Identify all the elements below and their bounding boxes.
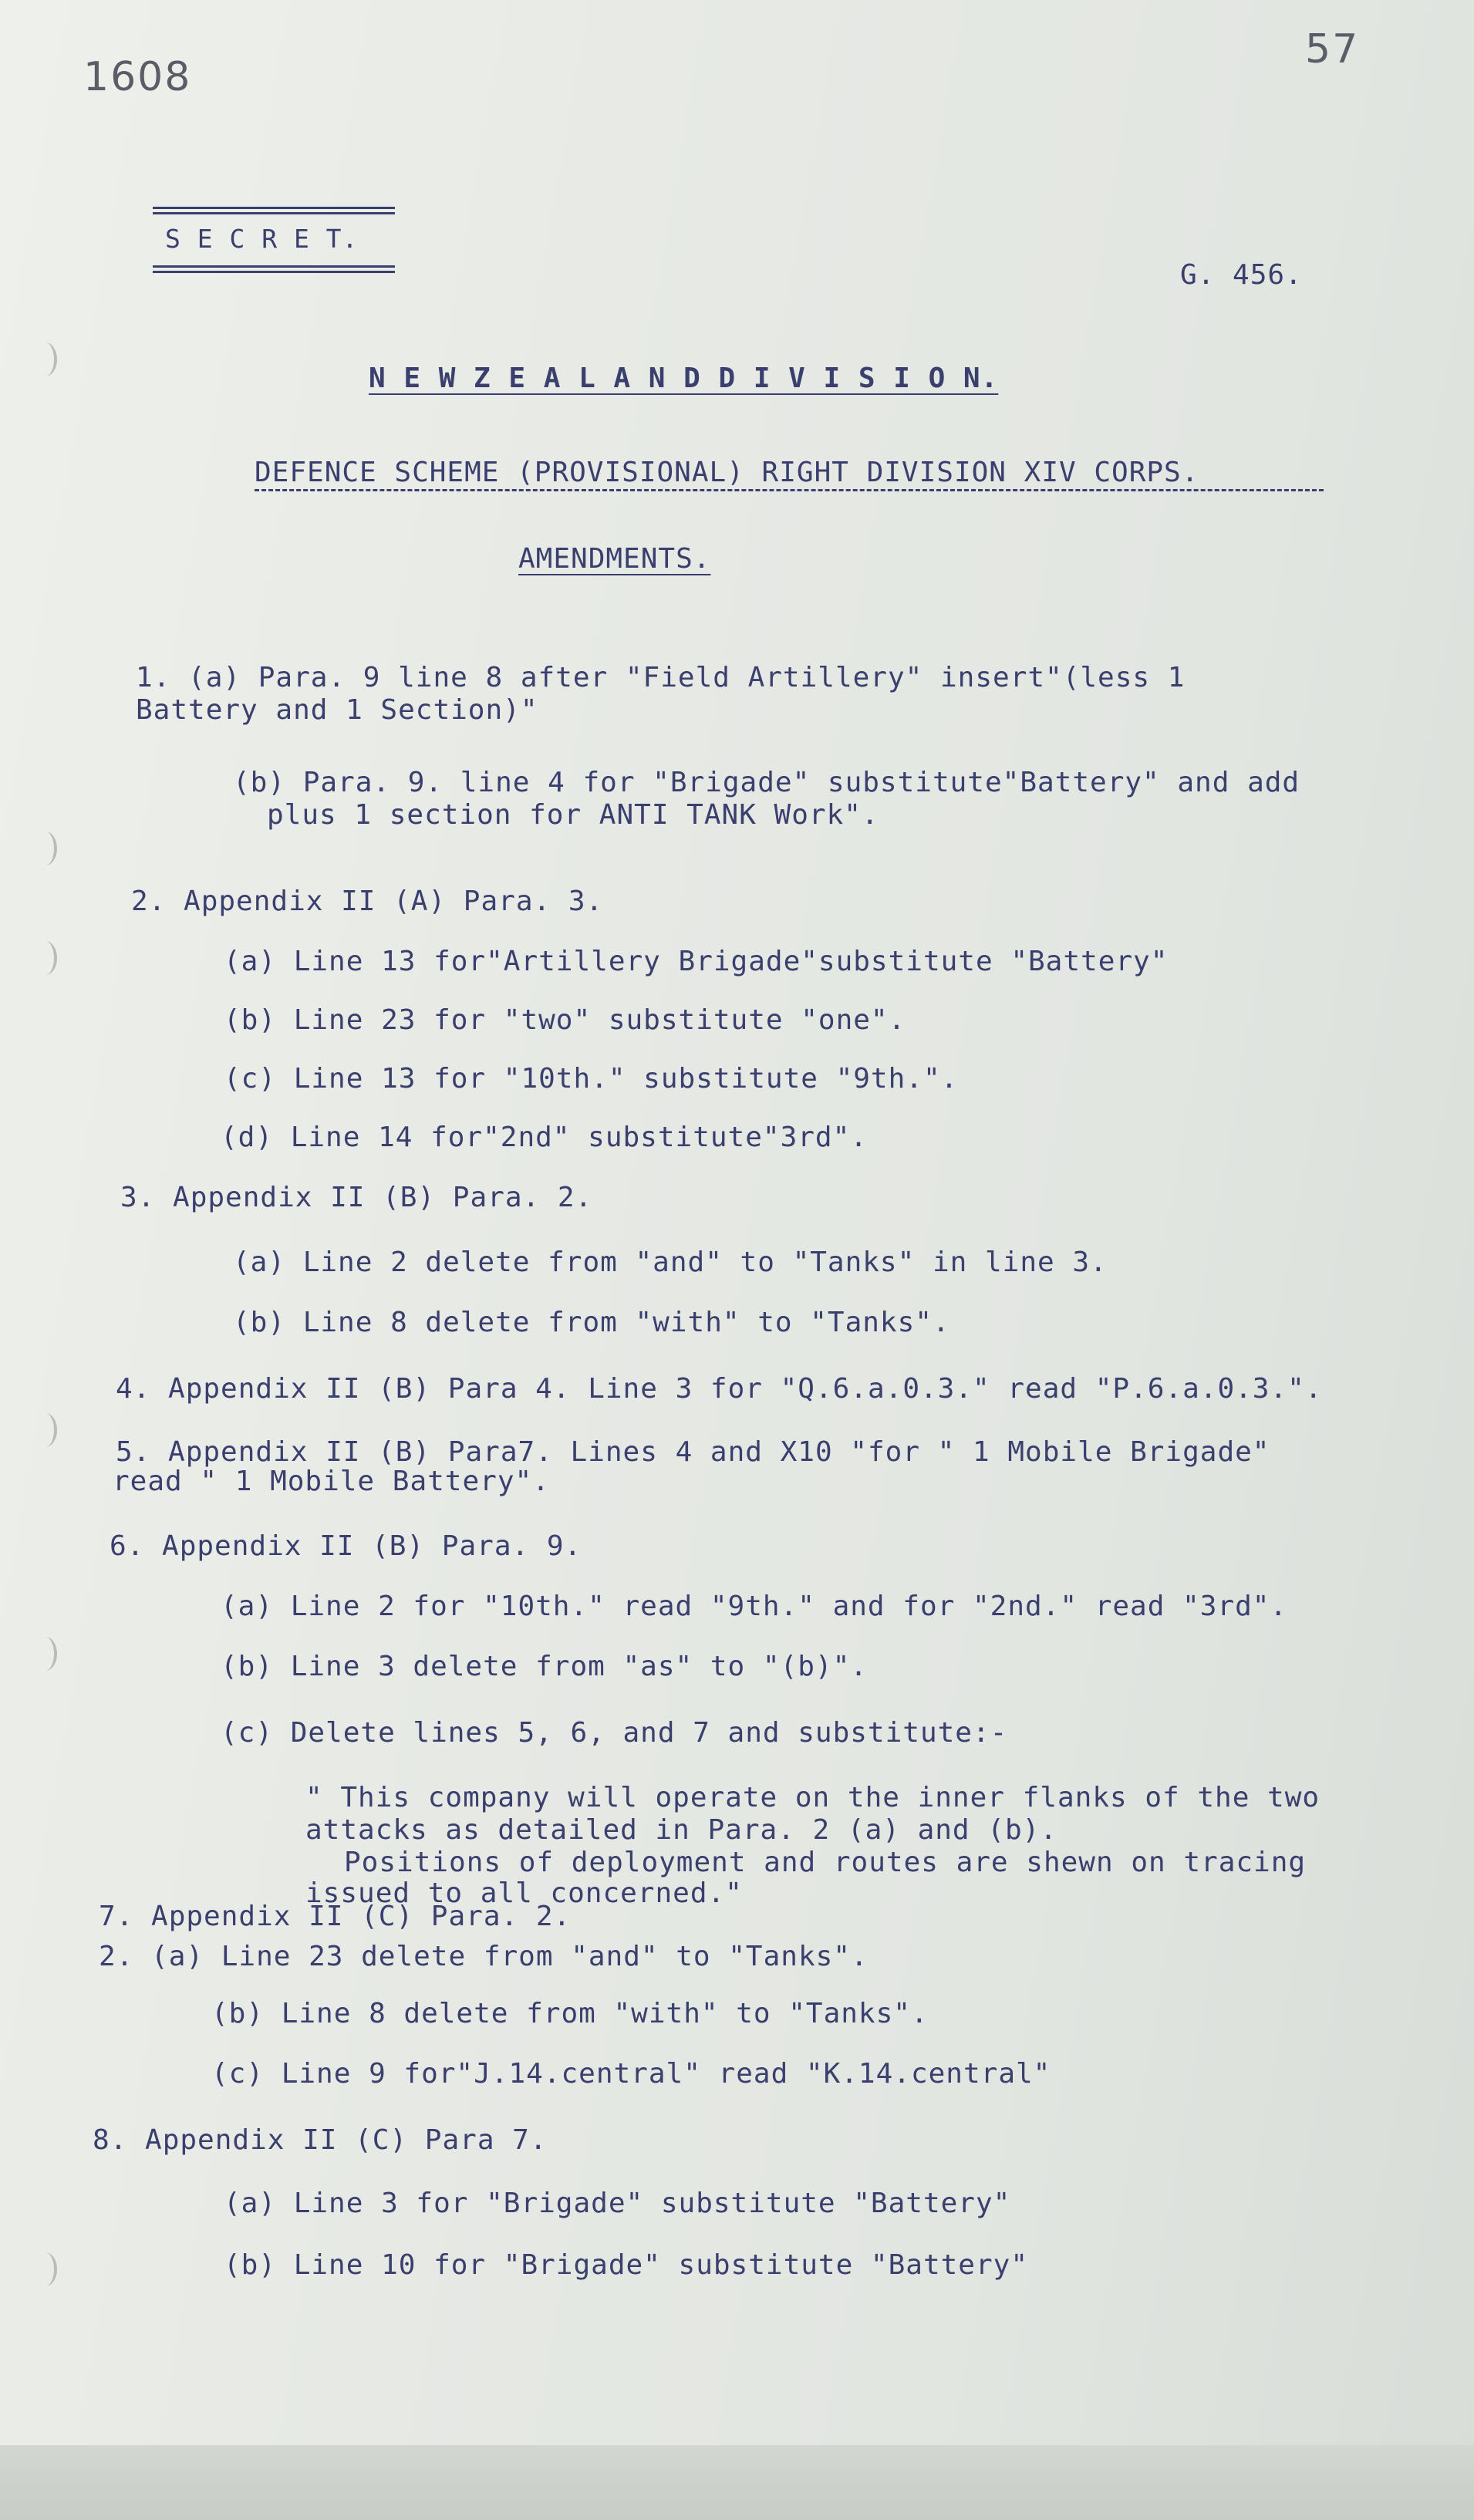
amendment-line: 6. Appendix II (B) Para. 9.: [110, 1530, 582, 1562]
page-bottom-edge: [0, 2445, 1474, 2520]
amendment-line: 7. Appendix II (C) Para. 2.: [99, 1901, 572, 1932]
amendment-line: 2. (a) Line 23 delete from "and" to "Tanks".: [99, 1941, 869, 1972]
amendment-line: (b) Para. 9. line 4 for "Brigade" substitute"Battery" and add: [233, 767, 1300, 798]
amendment-line: (b) Line 10 for "Brigade" substitute "Battery": [224, 2249, 1028, 2281]
amendment-line: (a) Line 3 for "Brigade" substitute "Battery": [224, 2188, 1011, 2219]
amendment-line: (a) Line 2 for "10th." read "9th." and for "2nd." read "3rd".: [221, 1591, 1288, 1622]
amendment-line: (a) Line 13 for"Artillery Brigade"substitute "Battery": [224, 946, 1169, 977]
amendment-line: 4. Appendix II (B) Para 4. Line 3 for "Q.6.a.0.3." read "P.6.a.0.3.".: [116, 1373, 1323, 1405]
amendment-line: (c) Line 13 for "10th." substitute "9th.".: [224, 1063, 959, 1095]
punch-hole: [34, 1637, 57, 1671]
amendment-line: (b) Line 8 delete from "with" to "Tanks".: [233, 1307, 950, 1338]
secret-rule-bottom: [153, 265, 395, 273]
amendment-line: 3. Appendix II (B) Para. 2.: [120, 1182, 593, 1213]
punch-hole: [34, 2252, 57, 2286]
amendment-line: 8. Appendix II (C) Para 7.: [93, 2124, 548, 2156]
amendment-line: (b) Line 23 for "two" substitute "one".: [224, 1004, 906, 1036]
amendment-line: plus 1 section for ANTI TANK Work".: [267, 799, 879, 831]
amendment-line: (c) Delete lines 5, 6, and 7 and substitute:-: [221, 1717, 1008, 1749]
folio-number-right: 57: [1305, 26, 1360, 73]
amendment-line: read " 1 Mobile Battery".: [113, 1466, 550, 1497]
reference-number: G. 456.: [1180, 259, 1303, 291]
subtitle-dash-rule: [255, 489, 1324, 491]
amendment-line: issued to all concerned.": [305, 1877, 743, 1909]
amendment-line: Battery and 1 Section)": [136, 694, 538, 726]
punch-hole: [34, 832, 57, 865]
amendment-line: (a) Line 2 delete from "and" to "Tanks" in line 3.: [233, 1247, 1108, 1278]
amendment-line: attacks as detailed in Para. 2 (a) and (b).: [305, 1814, 1057, 1846]
amendment-line: 1. (a) Para. 9 line 8 after "Field Artillery" insert"(less 1: [136, 662, 1186, 693]
amendments-heading: AMENDMENTS.: [518, 543, 711, 575]
document-subtitle: DEFENCE SCHEME (PROVISIONAL) RIGHT DIVISION XIV CORPS.: [255, 457, 1199, 488]
amendment-line: " This company will operate on the inner flanks of the two: [305, 1782, 1321, 1813]
amendment-line: (c) Line 9 for"J.14.central" read "K.14.central": [211, 2058, 1051, 2090]
punch-hole: [34, 941, 57, 975]
punch-hole: [34, 342, 57, 376]
punch-hole: [34, 1413, 57, 1447]
amendment-line: (b) Line 8 delete from "with" to "Tanks".: [211, 1998, 929, 2029]
amendment-line: 5. Appendix II (B) Para7. Lines 4 and X10 "for " 1 Mobile Brigade": [116, 1436, 1270, 1468]
amendment-line: (b) Line 3 delete from "as" to "(b)".: [221, 1651, 868, 1682]
amendment-line: Positions of deployment and routes are shewn on tracing: [344, 1847, 1307, 1878]
folio-number-left: 1608: [83, 54, 192, 100]
classification-mark: S E C R E T.: [165, 224, 359, 254]
amendment-line: (d) Line 14 for"2nd" substitute"3rd".: [221, 1122, 868, 1153]
secret-rule-top: [153, 207, 395, 214]
amendment-line: 2. Appendix II (A) Para. 3.: [131, 886, 604, 917]
document-title: N E W Z E A L A N D D I V I S I O N.: [369, 363, 999, 394]
